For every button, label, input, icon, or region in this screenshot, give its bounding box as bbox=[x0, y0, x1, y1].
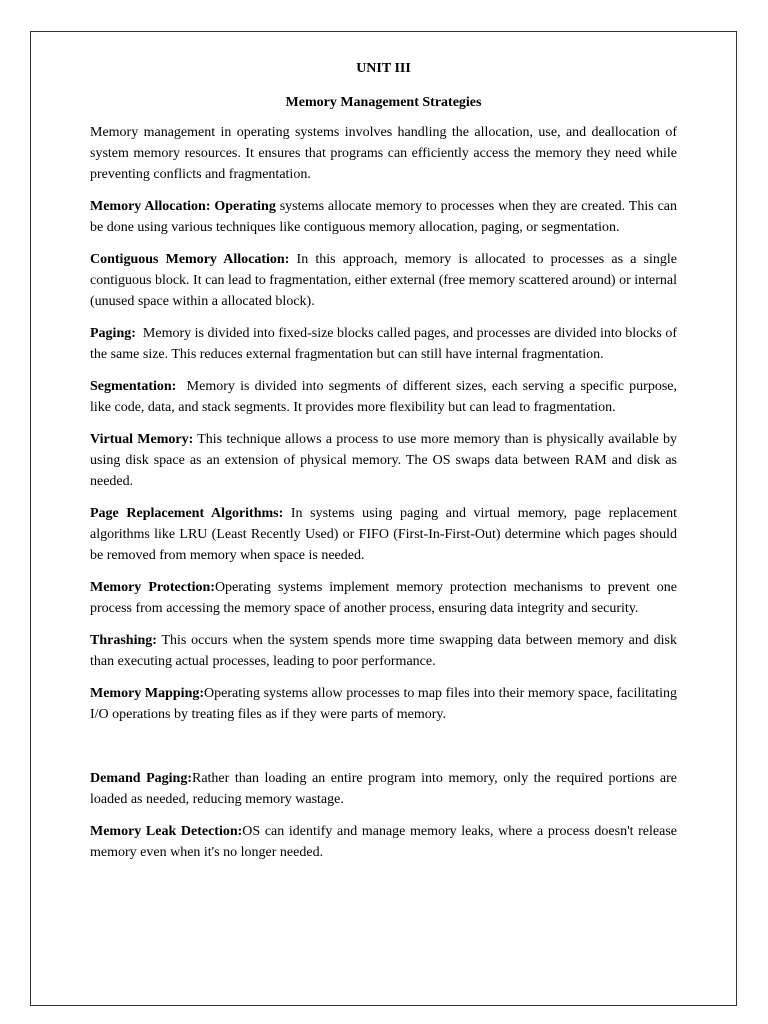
section-segmentation bbox=[90, 376, 681, 418]
section-memory-mapping bbox=[90, 683, 677, 725]
section-text: Memory is divided into fixed-size blocks called pages, and processes are divided into blocks of the same size. This reduces external fragmentation but can still have internal fragmentation. bbox=[90, 326, 681, 362]
blank-spacer bbox=[90, 736, 677, 768]
section-text: This occurs when the system spends more time swapping data between memory and disk than executing actual processes, leading to poor performance. bbox=[90, 633, 677, 669]
section-term: Memory Allocation: Operating bbox=[90, 199, 276, 214]
section-paging bbox=[90, 323, 681, 365]
section-text: OS can identify and manage memory leaks, where a process doesn't release memory even when it's no longer needed. bbox=[90, 824, 677, 860]
section-term: Memory Mapping: bbox=[90, 686, 205, 701]
section-term: Thrashing: bbox=[90, 633, 157, 648]
section-page-replacement bbox=[90, 503, 677, 566]
document-title: Memory Management Strategies bbox=[285, 95, 482, 110]
section-term: Segmentation: bbox=[90, 379, 177, 394]
section-term: Demand Paging: bbox=[90, 771, 192, 786]
section-memory-allocation bbox=[90, 196, 677, 238]
section-term: Paging: bbox=[90, 326, 136, 341]
section-text: systems allocate memory to processes when they are created. This can be done using various techniques like contiguous memory allocation, paging, or segmentation. bbox=[90, 199, 677, 235]
section-memory-protection bbox=[90, 577, 677, 619]
section-text: In this approach, memory is allocated to processes as a single contiguous block. It can lead to fragmentation, either external (free memory scattered around) or internal (unused space within a allocated block). bbox=[90, 252, 677, 309]
section-thrashing bbox=[90, 630, 677, 672]
section-term: Virtual Memory: bbox=[90, 432, 194, 447]
section-term: Page Replacement Algorithms: bbox=[90, 506, 284, 521]
section-term: Contiguous Memory Allocation: bbox=[90, 252, 290, 267]
unit-title: UNIT III bbox=[356, 61, 411, 76]
section-demand-paging bbox=[90, 768, 677, 810]
section-memory-leak-detection bbox=[90, 821, 677, 863]
section-contiguous-allocation bbox=[90, 249, 677, 312]
section-text: Memory is divided into segments of different sizes, each serving a specific purpose, like code, data, and stack segments. It provides more flexibility but can lead to fragmentation. bbox=[90, 379, 681, 415]
intro-paragraph: Memory management in operating systems involves handling the allocation, use, and deallocation of system memory resources. It ensures that programs can efficiently access the memory they need while preventing conflicts and fragmentation. bbox=[90, 125, 677, 182]
section-text: In systems using paging and virtual memory, page replacement algorithms like LRU (Least Recently Used) or FIFO (First-In-First-Out) determine which pages should be removed from memory when space is needed. bbox=[90, 506, 677, 563]
section-text: This technique allows a process to use more memory than is physically available by using disk space as an extension of physical memory. The OS swaps data between RAM and disk as needed. bbox=[90, 432, 677, 489]
section-virtual-memory bbox=[90, 429, 677, 492]
section-text: Operating systems implement memory protection mechanisms to prevent one process from accessing the memory space of another process, ensuring data integrity and security. bbox=[90, 580, 678, 616]
section-text: Operating systems allow processes to map files into their memory space, facilitating I/O operations by treating files as if they were parts of memory. bbox=[90, 686, 677, 722]
section-text: Rather than loading an entire program into memory, only the required portions are loaded as needed, reducing memory wastage. bbox=[90, 771, 677, 807]
section-term: Memory Leak Detection: bbox=[90, 824, 243, 839]
section-term: Memory Protection: bbox=[90, 580, 215, 595]
document-body bbox=[90, 58, 681, 874]
